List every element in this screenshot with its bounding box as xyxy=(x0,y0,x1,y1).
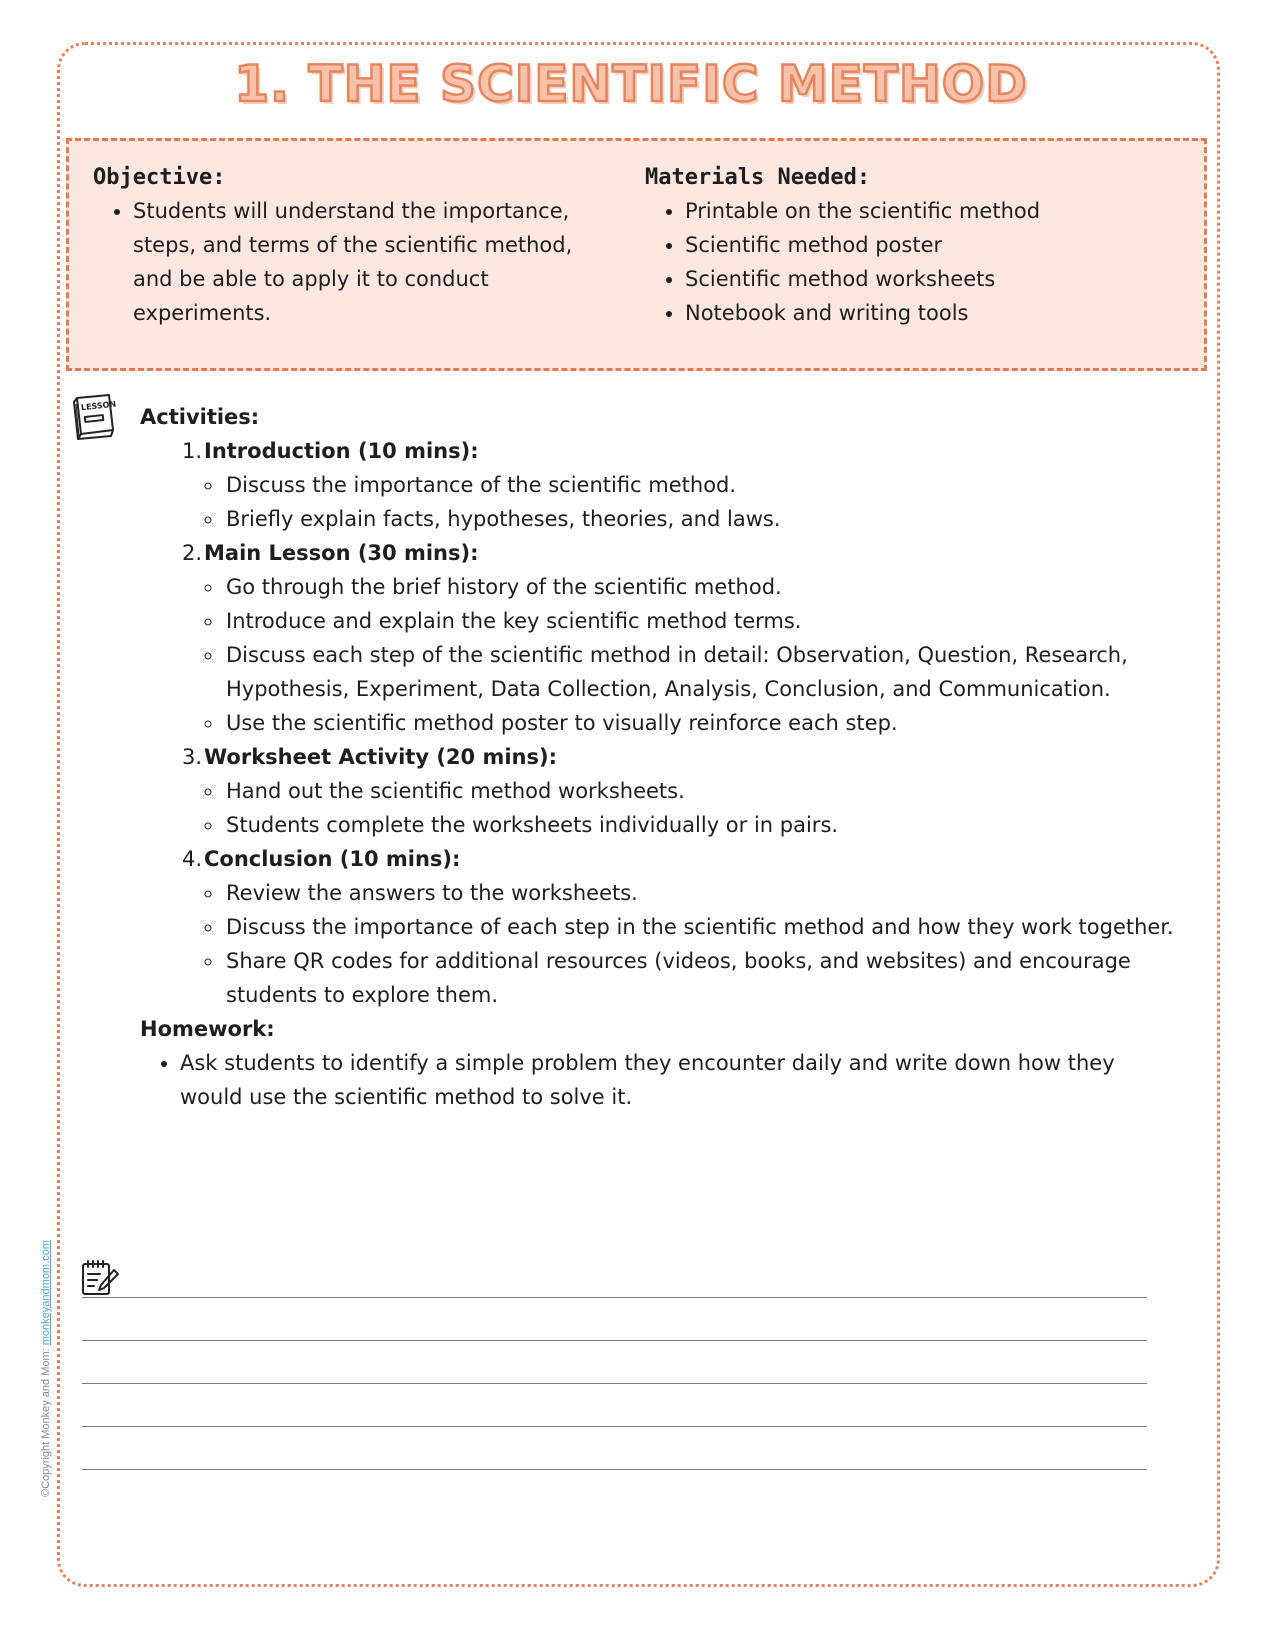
objective-section xyxy=(93,165,613,330)
activity-step xyxy=(140,740,1190,842)
list-item: ◦ Introduce and explain the key scientific method terms. xyxy=(224,604,1190,638)
activities-heading: Activities: xyxy=(140,405,260,429)
page-title: 1. THE SCIENTIFIC METHOD xyxy=(234,55,1028,113)
note-line[interactable] xyxy=(82,1340,1147,1341)
list-item: ◦ Review the answers to the worksheets. xyxy=(224,876,1190,910)
objective-list xyxy=(93,194,613,330)
notepad-pencil-icon xyxy=(80,1258,120,1298)
step-number: 1. xyxy=(182,439,203,463)
list-item: ◦ Share QR codes for additional resources (videos, books, and websites) and encourage students to explore them. xyxy=(224,944,1190,1012)
homework-list xyxy=(140,1046,1150,1114)
step-number: 3. xyxy=(182,745,203,769)
list-item: • Notebook and writing tools xyxy=(685,296,1185,330)
activity-step xyxy=(140,536,1190,740)
list-item: ◦ Use the scientific method poster to visually reinforce each step. xyxy=(224,706,1190,740)
lesson-book-icon xyxy=(69,392,117,444)
list-item: ◦ Hand out the scientific method worksheets. xyxy=(224,774,1190,808)
objective-materials-box xyxy=(66,138,1207,371)
homework-heading: Homework: xyxy=(140,1017,275,1041)
materials-section xyxy=(645,165,1185,330)
step-number: 2. xyxy=(182,541,203,565)
list-item: • Printable on the scientific method xyxy=(685,194,1185,228)
copyright-text: ©Copyright Monkey and Mom: xyxy=(40,1345,52,1497)
lesson-icon-label: LESSON xyxy=(80,399,117,413)
step-title: Main Lesson (30 mins): xyxy=(204,541,479,565)
copyright-notice xyxy=(40,1240,52,1497)
materials-list xyxy=(645,194,1185,330)
list-item: • Students will understand the importance, steps, and terms of the scientific method, and be able to apply it to conduct experiments. xyxy=(133,194,613,330)
note-line[interactable] xyxy=(82,1469,1147,1470)
list-item: • Ask students to identify a simple problem they encounter daily and write down how they would use the scientific method to solve it. xyxy=(180,1046,1150,1114)
objective-heading: Objective: xyxy=(93,165,226,190)
step-title: Conclusion (10 mins): xyxy=(204,847,461,871)
note-line[interactable] xyxy=(82,1426,1147,1427)
list-item: ◦ Discuss the importance of the scientific method. xyxy=(224,468,1190,502)
note-line[interactable] xyxy=(82,1383,1147,1384)
list-item: • Scientific method worksheets xyxy=(685,262,1185,296)
list-item: • Scientific method poster xyxy=(685,228,1185,262)
step-title: Introduction (10 mins): xyxy=(204,439,479,463)
list-item: ◦ Discuss the importance of each step in the scientific method and how they work together. xyxy=(224,910,1190,944)
activity-step xyxy=(140,842,1190,1012)
website-link[interactable]: monkeyandmom.com xyxy=(40,1240,52,1346)
list-item: ◦ Students complete the worksheets individually or in pairs. xyxy=(224,808,1190,842)
step-number: 4. xyxy=(182,847,203,871)
activities-steps xyxy=(140,434,1190,1012)
step-title: Worksheet Activity (20 mins): xyxy=(204,745,557,769)
materials-heading: Materials Needed: xyxy=(645,165,871,190)
list-item: ◦ Go through the brief history of the scientific method. xyxy=(224,570,1190,604)
homework-section xyxy=(140,1012,1150,1114)
list-item: ◦ Briefly explain facts, hypotheses, theories, and laws. xyxy=(224,502,1190,536)
activities-section xyxy=(140,400,1190,1012)
activity-step xyxy=(140,434,1190,536)
note-line[interactable] xyxy=(82,1297,1147,1298)
list-item: ◦ Discuss each step of the scientific method in detail: Observation, Question, Research, Hypothesis, Experiment, Data Collection, Analysis, Conclusion, and Communication. xyxy=(224,638,1190,706)
